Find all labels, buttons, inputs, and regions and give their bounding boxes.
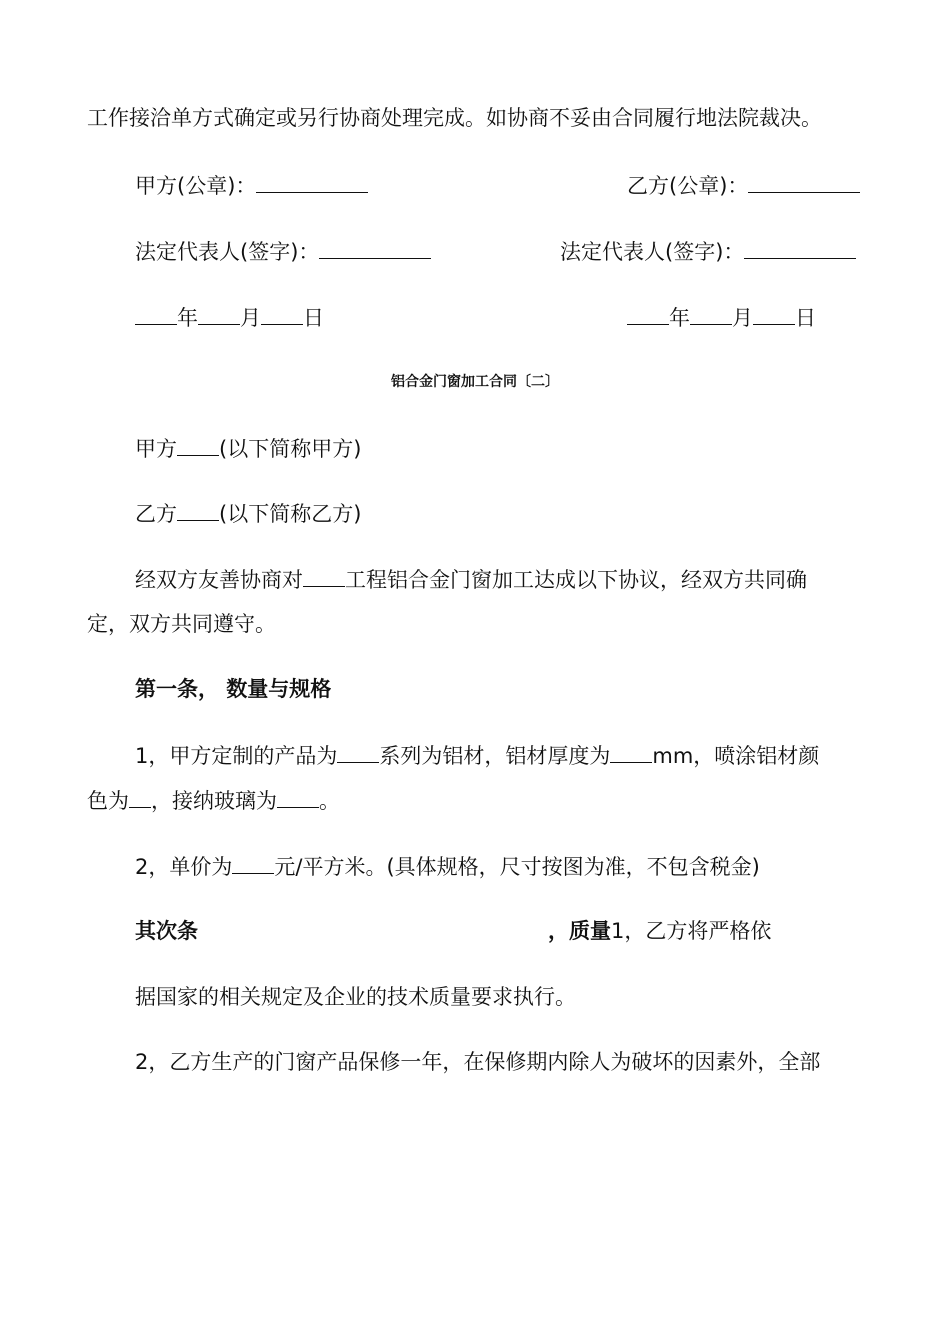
day-label: 日 — [303, 306, 324, 330]
party-b-seal-label: 乙方(公章)： — [627, 174, 749, 198]
day-blank — [753, 302, 795, 325]
party-a-seal-line — [135, 170, 368, 201]
day-blank — [261, 302, 303, 325]
unit-price-blank — [232, 851, 274, 874]
party-a-seal-blank — [256, 170, 368, 193]
article-1-heading: 第一条， 数量与规格 — [135, 677, 332, 701]
article-2-quality-label: ，质量 — [548, 919, 611, 943]
article-2-item-1-cont: 据国家的相关规定及企业的技术质量要求执行。 — [135, 985, 576, 1009]
year-blank — [627, 302, 669, 325]
party-a-name-blank — [177, 433, 219, 456]
preamble-line-2: 定，双方共同遵守。 — [87, 612, 276, 636]
party-a-rep-label: 法定代表人(签字)： — [135, 240, 320, 264]
party-b-seal-blank — [748, 170, 860, 193]
article-1-item-2: 2，单价为 元/平方米。(具体规格，尺寸按图为准，不包含税金) — [135, 851, 760, 882]
party-b-intro: 乙方 (以下简称乙方) — [135, 498, 361, 529]
year-blank — [135, 302, 177, 325]
day-label: 日 — [795, 306, 816, 330]
project-name-blank — [303, 564, 345, 587]
month-blank — [690, 302, 732, 325]
party-a-intro: 甲方 (以下简称甲方) — [135, 433, 361, 464]
party-b-rep-label: 法定代表人(签字)： — [560, 240, 745, 264]
year-label: 年 — [669, 306, 690, 330]
glass-blank — [277, 785, 319, 808]
month-label: 月 — [732, 306, 753, 330]
party-b-seal-line — [627, 170, 860, 201]
party-b-rep-blank — [744, 236, 856, 259]
party-a-seal-label: 甲方(公章)： — [135, 174, 257, 198]
party-a-date-line — [135, 302, 324, 333]
article-1-item-1: 1，甲方定制的产品为 系列为铝材，铝材厚度为 mm，喷涂铝材颜 — [135, 740, 819, 771]
party-a-rep-blank — [319, 236, 431, 259]
contract-title: 铝合金门窗加工合同〔二〕 — [391, 374, 559, 390]
article-2-heading: 其次条 — [135, 919, 198, 943]
color-blank — [129, 785, 151, 808]
article-2-item-2: 2，乙方生产的门窗产品保修一年，在保修期内除人为破坏的因素外，全部 — [135, 1050, 821, 1074]
year-label: 年 — [177, 306, 198, 330]
series-blank — [337, 740, 379, 763]
thickness-blank — [610, 740, 652, 763]
party-b-rep-line — [560, 236, 856, 267]
continuation-line: 工作接洽单方式确定或另行协商处理完成。如协商不妥由合同履行地法院裁决。 — [87, 106, 822, 130]
preamble-line-1: 经双方友善协商对 工程铝合金门窗加工达成以下协议，经双方共同确 — [135, 564, 807, 595]
article-2-heading-cont: ，质量1，乙方将严格依 — [548, 919, 772, 943]
month-label: 月 — [240, 306, 261, 330]
party-b-name-blank — [177, 498, 219, 521]
article-1-item-1-cont: 色为 ，接纳玻璃为 。 — [87, 785, 340, 816]
party-b-date-line — [627, 302, 816, 333]
party-a-rep-line — [135, 236, 431, 267]
month-blank — [198, 302, 240, 325]
